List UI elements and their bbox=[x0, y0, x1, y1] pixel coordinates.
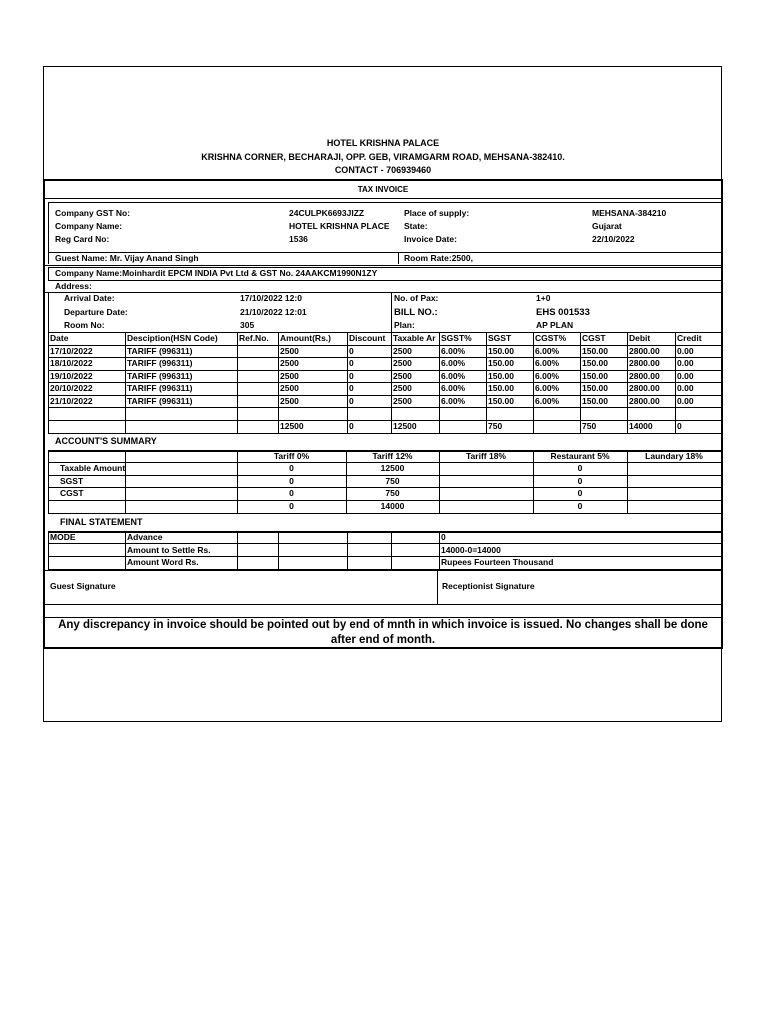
guest-signature: Guest Signature bbox=[50, 581, 116, 591]
divider bbox=[43, 179, 723, 181]
summary-col-line bbox=[48, 450, 49, 513]
table-cell: 0.00 bbox=[677, 346, 694, 356]
reg-card-label: Reg Card No: bbox=[55, 234, 110, 244]
summary-header: Tariff 12% bbox=[372, 451, 413, 461]
table-header: Desciption(HSN Code) bbox=[127, 333, 218, 343]
divider bbox=[43, 570, 723, 571]
table-total-cell: 12500 bbox=[393, 421, 417, 431]
table-cell: 0 bbox=[349, 358, 354, 368]
summary-cell: 0 bbox=[289, 488, 294, 498]
divider bbox=[43, 179, 45, 648]
divider bbox=[48, 280, 721, 281]
table-cell: 150.00 bbox=[582, 358, 608, 368]
advance-label: Advance bbox=[127, 532, 163, 542]
bill-value: EHS 001533 bbox=[536, 307, 590, 318]
table-header: Credit bbox=[677, 333, 702, 343]
table-cell: 0.00 bbox=[677, 383, 694, 393]
summary-col-line bbox=[721, 450, 722, 513]
final-title: FINAL STATEMENT bbox=[60, 517, 143, 527]
table-cell: 6.00% bbox=[535, 346, 560, 356]
summary-cell: 0 bbox=[289, 463, 294, 473]
summary-cell: 0 bbox=[289, 476, 294, 486]
final-col-line bbox=[237, 531, 238, 569]
table-cell: 150.00 bbox=[582, 396, 608, 406]
summary-cell: 0 bbox=[577, 463, 583, 473]
table-cell: 150.00 bbox=[582, 346, 608, 356]
final-col-line bbox=[48, 531, 49, 569]
table-cell: 6.00% bbox=[441, 383, 466, 393]
summary-header: Tariff 0% bbox=[273, 451, 310, 461]
table-col-line bbox=[391, 332, 392, 433]
hotel-address: KRISHNA CORNER, BECHARAJI, OPP. GEB, VIRAMGARM ROAD, MEHSANA-382410. bbox=[201, 152, 565, 162]
table-cell: 0 bbox=[349, 371, 354, 381]
summary-header: Restaurant 5% bbox=[550, 451, 610, 461]
table-cell: 2500 bbox=[280, 371, 299, 381]
table-header: Taxable Ar bbox=[393, 333, 436, 343]
summary-cell: 12500 bbox=[380, 463, 405, 473]
divider bbox=[48, 202, 721, 203]
table-total-cell: 12500 bbox=[280, 421, 304, 431]
final-col-line bbox=[439, 531, 440, 569]
plan-label: Plan: bbox=[394, 320, 415, 330]
summary-cell: 0 bbox=[577, 501, 583, 511]
summary-header: Laundary 18% bbox=[645, 451, 703, 461]
summary-row-line bbox=[48, 513, 721, 514]
table-cell: 2500 bbox=[393, 396, 412, 406]
table-col-line bbox=[533, 332, 534, 433]
company-gst-label: Company GST No: bbox=[55, 208, 131, 218]
table-cell: 150.00 bbox=[488, 371, 514, 381]
table-cell: 2800.00 bbox=[629, 371, 660, 381]
table-total-cell: 0 bbox=[677, 421, 682, 431]
table-cell: 2500 bbox=[280, 358, 299, 368]
table-cell: 2500 bbox=[393, 358, 412, 368]
amount-words-label: Amount Word Rs. bbox=[127, 557, 199, 567]
divider bbox=[43, 265, 723, 266]
final-col-line bbox=[391, 531, 392, 569]
summary-cell: 14000 bbox=[380, 501, 405, 511]
company-gst-value: 24CULPK6693JIZZ bbox=[289, 208, 365, 218]
place-of-supply-value: MEHSANA-384210 bbox=[592, 208, 667, 218]
table-header: CGST% bbox=[535, 333, 567, 343]
table-cell: 2800.00 bbox=[629, 396, 660, 406]
table-cell: 150.00 bbox=[488, 383, 514, 393]
room-value: 305 bbox=[240, 320, 255, 330]
table-cell: 6.00% bbox=[535, 383, 560, 393]
summary-header: Tariff 18% bbox=[466, 451, 506, 461]
table-cell: 2500 bbox=[280, 383, 299, 393]
table-header: SGST bbox=[488, 333, 512, 343]
hotel-name: HOTEL KRISHNA PALACE bbox=[326, 138, 440, 148]
final-row-line bbox=[48, 543, 721, 544]
table-header: SGST% bbox=[441, 333, 472, 343]
summary-cell: 0 bbox=[577, 476, 583, 486]
summary-label: SGST bbox=[60, 476, 84, 486]
amount-words-value: Rupees Fourteen Thousand bbox=[441, 557, 554, 567]
table-col-line bbox=[439, 332, 440, 433]
departure-label: Departure Date: bbox=[64, 307, 128, 317]
divider bbox=[48, 267, 49, 280]
summary-cell: 0 bbox=[577, 488, 583, 498]
table-cell: 0.00 bbox=[677, 371, 694, 381]
table-cell: TARIFF (996311) bbox=[127, 358, 193, 368]
table-cell: 2500 bbox=[393, 383, 412, 393]
table-cell: 0 bbox=[349, 396, 354, 406]
summary-cell: 750 bbox=[385, 488, 400, 498]
table-cell: 19/10/2022 bbox=[50, 371, 93, 381]
table-col-line bbox=[580, 332, 581, 433]
table-cell: 2500 bbox=[280, 346, 299, 356]
table-cell: 6.00% bbox=[441, 371, 466, 381]
divider bbox=[398, 252, 399, 264]
divider bbox=[48, 252, 49, 264]
hotel-contact: CONTACT - 706939460 bbox=[334, 165, 432, 175]
table-cell: 2500 bbox=[280, 396, 299, 406]
arrival-value: 17/10/2022 12:0 bbox=[240, 293, 302, 303]
mode-label: MODE bbox=[50, 532, 76, 542]
table-cell: 6.00% bbox=[441, 396, 466, 406]
room-label: Room No: bbox=[64, 320, 105, 330]
table-cell: 0.00 bbox=[677, 396, 694, 406]
invoice-title: TAX INVOICE bbox=[357, 185, 409, 194]
divider bbox=[43, 198, 723, 199]
table-cell: 2500 bbox=[393, 371, 412, 381]
arrival-label: Arrival Date: bbox=[64, 293, 115, 303]
table-header: Ref.No. bbox=[239, 333, 269, 343]
table-total-cell: 0 bbox=[349, 421, 354, 431]
final-col-line bbox=[125, 531, 126, 569]
address-label: Address: bbox=[55, 281, 92, 291]
divider bbox=[437, 570, 438, 604]
table-cell: 0 bbox=[349, 346, 354, 356]
table-cell: 18/10/2022 bbox=[50, 358, 93, 368]
table-cell: 0 bbox=[349, 383, 354, 393]
table-cell: 20/10/2022 bbox=[50, 383, 93, 393]
table-header: CGST bbox=[582, 333, 606, 343]
bill-label: BILL NO.: bbox=[394, 307, 438, 318]
table-cell: 150.00 bbox=[488, 346, 514, 356]
table-cell: TARIFF (996311) bbox=[127, 383, 193, 393]
invoice-date-value: 22/10/2022 bbox=[592, 234, 635, 244]
table-row-line bbox=[48, 433, 721, 434]
plan-value: AP PLAN bbox=[536, 320, 574, 330]
table-cell: TARIFF (996311) bbox=[127, 346, 193, 356]
guest-name: Guest Name: Mr. Vijay Anand Singh bbox=[55, 253, 199, 263]
table-cell: 0.00 bbox=[677, 358, 694, 368]
table-cell: 6.00% bbox=[535, 396, 560, 406]
table-cell: 2500 bbox=[393, 346, 412, 356]
summary-cell: 0 bbox=[289, 501, 294, 511]
settle-value: 14000-0=14000 bbox=[441, 545, 501, 555]
table-row-line bbox=[48, 407, 721, 408]
table-header: Date bbox=[50, 333, 69, 343]
table-cell: 17/10/2022 bbox=[50, 346, 93, 356]
summary-label: CGST bbox=[60, 488, 84, 498]
table-col-line bbox=[721, 332, 722, 433]
table-cell: 150.00 bbox=[582, 383, 608, 393]
table-cell: 6.00% bbox=[441, 358, 466, 368]
room-rate: Room Rate:2500, bbox=[404, 253, 473, 263]
table-col-line bbox=[675, 332, 676, 433]
table-cell: 2800.00 bbox=[629, 346, 660, 356]
settle-label: Amount to Settle Rs. bbox=[127, 545, 211, 555]
summary-label: Taxable Amount bbox=[60, 463, 126, 473]
table-cell: TARIFF (996311) bbox=[127, 396, 193, 406]
table-col-line bbox=[347, 332, 348, 433]
invoice-date-label: Invoice Date: bbox=[404, 234, 457, 244]
state-value: Gujarat bbox=[592, 221, 622, 231]
table-header: Discount bbox=[349, 333, 386, 343]
table-cell: 6.00% bbox=[535, 371, 560, 381]
company-name-value: HOTEL KRISHNA PLACE bbox=[289, 221, 390, 231]
divider bbox=[43, 292, 723, 293]
state-label: State: bbox=[404, 221, 428, 231]
table-cell: 150.00 bbox=[582, 371, 608, 381]
advance-value: 0 bbox=[441, 532, 446, 542]
table-cell: 150.00 bbox=[488, 396, 514, 406]
table-header: Amount(Rs.) bbox=[280, 333, 331, 343]
pax-label: No. of Pax: bbox=[394, 293, 439, 303]
summary-cell: 750 bbox=[385, 476, 400, 486]
table-cell: 2800.00 bbox=[629, 358, 660, 368]
receptionist-signature: Receptionist Signature bbox=[442, 581, 535, 591]
departure-value: 21/10/2022 12:01 bbox=[240, 307, 307, 317]
summary-title: ACCOUNT'S SUMMARY bbox=[55, 436, 157, 446]
table-total-cell: 750 bbox=[582, 421, 597, 431]
discrepancy-note: Any discrepancy in invoice should be pointed out by end of mnth in which invoice is issued. No changes shall be done after end of month. bbox=[58, 619, 708, 646]
company-name-label: Company Name: bbox=[55, 221, 123, 231]
table-row-line bbox=[48, 420, 721, 421]
table-col-line bbox=[237, 332, 238, 433]
divider bbox=[43, 647, 723, 649]
divider bbox=[391, 292, 392, 332]
table-col-line bbox=[278, 332, 279, 433]
summary-col-line bbox=[125, 450, 126, 513]
reg-card-value: 1536 bbox=[289, 234, 308, 244]
table-col-line bbox=[125, 332, 126, 433]
table-cell: TARIFF (996311) bbox=[127, 371, 193, 381]
table-total-cell: 750 bbox=[488, 421, 503, 431]
table-col-line bbox=[627, 332, 628, 433]
final-col-line bbox=[347, 531, 348, 569]
table-cell: 6.00% bbox=[441, 346, 466, 356]
place-of-supply-label: Place of supply: bbox=[404, 208, 470, 218]
table-total-cell: 14000 bbox=[629, 421, 653, 431]
final-col-line bbox=[278, 531, 279, 569]
guest-company: Company Name:Moinhardit EPCM INDIA Pvt Ltd & GST No. 24AAKCM1990N1ZY bbox=[55, 268, 378, 278]
final-col-line bbox=[721, 531, 722, 569]
table-cell: 2800.00 bbox=[629, 383, 660, 393]
table-col-line bbox=[48, 332, 49, 433]
table-header: Debit bbox=[629, 333, 651, 343]
table-col-line bbox=[486, 332, 487, 433]
table-cell: 6.00% bbox=[535, 358, 560, 368]
divider bbox=[48, 292, 49, 332]
divider bbox=[48, 202, 49, 252]
table-cell: 21/10/2022 bbox=[50, 396, 93, 406]
divider bbox=[43, 604, 723, 605]
table-cell: 150.00 bbox=[488, 358, 514, 368]
pax-value: 1+0 bbox=[536, 293, 551, 303]
